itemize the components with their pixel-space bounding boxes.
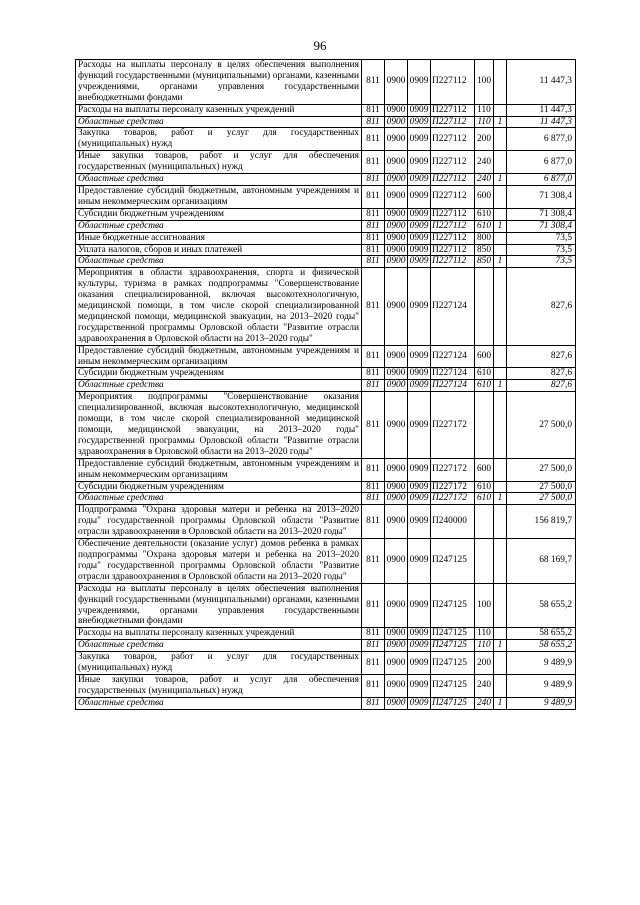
- section-code-cell: 0900: [385, 174, 408, 186]
- target-article-cell: П227172: [431, 493, 475, 505]
- funding-source-cell: [494, 244, 507, 256]
- target-article-cell: П227112: [431, 174, 475, 186]
- expense-type-cell: 610: [475, 220, 494, 232]
- funding-source-cell: [494, 208, 507, 220]
- subsection-code-cell: 0909: [408, 697, 431, 709]
- row-name-cell: Областные средства: [76, 380, 362, 392]
- amount-cell: 58 655,2: [507, 583, 576, 628]
- table-row: [76, 368, 576, 380]
- funding-source-cell: 1: [494, 116, 507, 128]
- amount-cell: 9 489,9: [507, 674, 576, 697]
- subsection-code-cell: 0909: [408, 368, 431, 380]
- row-name-cell: Областные средства: [76, 116, 362, 128]
- funding-source-cell: 1: [494, 220, 507, 232]
- target-article-cell: П227172: [431, 481, 475, 493]
- ministry-code-cell: 811: [362, 628, 385, 640]
- row-name-cell: Областные средства: [76, 174, 362, 186]
- funding-source-cell: [494, 674, 507, 697]
- subsection-code-cell: 0909: [408, 481, 431, 493]
- amount-cell: 6 877,0: [507, 128, 576, 151]
- row-name-cell: Областные средства: [76, 697, 362, 709]
- amount-cell: 73,5: [507, 244, 576, 256]
- table-body: [76, 60, 576, 710]
- section-code-cell: 0900: [385, 268, 408, 345]
- section-code-cell: 0900: [385, 220, 408, 232]
- row-name-cell: Закупка товаров, работ и услуг для государственных (муниципальных) нужд: [76, 128, 362, 151]
- expense-type-cell: 110: [475, 104, 494, 116]
- funding-source-cell: [494, 652, 507, 675]
- row-name-cell: Расходы на выплаты персоналу казенных учреждений: [76, 104, 362, 116]
- target-article-cell: П227172: [431, 458, 475, 481]
- target-article-cell: П227124: [431, 345, 475, 368]
- row-name-cell: Областные средства: [76, 256, 362, 268]
- funding-source-cell: [494, 345, 507, 368]
- funding-source-cell: [494, 185, 507, 208]
- section-code-cell: 0900: [385, 652, 408, 675]
- amount-cell: 27 500,0: [507, 481, 576, 493]
- section-code-cell: 0900: [385, 116, 408, 128]
- ministry-code-cell: 811: [362, 104, 385, 116]
- target-article-cell: П247125: [431, 628, 475, 640]
- subsection-code-cell: 0909: [408, 256, 431, 268]
- expense-type-cell: 600: [475, 185, 494, 208]
- funding-source-cell: 1: [494, 697, 507, 709]
- funding-source-cell: [494, 539, 507, 584]
- table-row: [76, 232, 576, 244]
- amount-cell: 27 500,0: [507, 493, 576, 505]
- subsection-code-cell: 0909: [408, 185, 431, 208]
- section-code-cell: 0900: [385, 151, 408, 174]
- target-article-cell: П227112: [431, 208, 475, 220]
- subsection-code-cell: 0909: [408, 458, 431, 481]
- row-name-cell: Предоставление субсидий бюджетным, автономным учреждениям и иным некоммерческим организациям: [76, 185, 362, 208]
- funding-source-cell: 1: [494, 640, 507, 652]
- table-row: [76, 392, 576, 458]
- target-article-cell: П227172: [431, 392, 475, 458]
- amount-cell: 68 169,7: [507, 539, 576, 584]
- subsection-code-cell: 0909: [408, 583, 431, 628]
- target-article-cell: П247125: [431, 697, 475, 709]
- ministry-code-cell: 811: [362, 232, 385, 244]
- ministry-code-cell: 811: [362, 174, 385, 186]
- expense-type-cell: 610: [475, 368, 494, 380]
- row-name-cell: Предоставление субсидий бюджетным, автономным учреждениям и иным некоммерческим организациям: [76, 458, 362, 481]
- expense-type-cell: 600: [475, 345, 494, 368]
- section-code-cell: 0900: [385, 493, 408, 505]
- table-row: [76, 208, 576, 220]
- row-name-cell: Обеспечение деятельности (оказание услуг) домов ребенка в рамках подпрограммы "Охрана здоровья матери и ребенка на 2013–2020 годы" государственной программы Орловской области "Развитие отрасли здравоохранения в Орловской области на 2013–2020 годы": [76, 539, 362, 584]
- row-name-cell: Мероприятия подпрограммы "Совершенствование оказания специализированной, включая высокотехнологичную, медицинской помощи, в том числе скорой специализированной медицинской помощи, медицинской эвакуации, на 2013–2020 годы" государственной программы Орловской области "Развитие отрасли здравоохранения в Орловской области на 2013–2020 годы": [76, 392, 362, 458]
- row-name-cell: Расходы на выплаты персоналу в целях обеспечения выполнения функций государственными (муниципальными) органами, казенными учреждениями, органами управления государственными внебюджетными фондами: [76, 583, 362, 628]
- ministry-code-cell: 811: [362, 697, 385, 709]
- target-article-cell: П227112: [431, 185, 475, 208]
- funding-source-cell: 1: [494, 174, 507, 186]
- expense-type-cell: 610: [475, 380, 494, 392]
- section-code-cell: 0900: [385, 128, 408, 151]
- section-code-cell: 0900: [385, 481, 408, 493]
- row-name-cell: Областные средства: [76, 640, 362, 652]
- table-row: [76, 174, 576, 186]
- table-row: [76, 244, 576, 256]
- ministry-code-cell: 811: [362, 505, 385, 539]
- target-article-cell: П227124: [431, 268, 475, 345]
- row-name-cell: Субсидии бюджетным учреждениям: [76, 481, 362, 493]
- target-article-cell: П227112: [431, 220, 475, 232]
- target-article-cell: П227112: [431, 128, 475, 151]
- table-row: [76, 104, 576, 116]
- subsection-code-cell: 0909: [408, 345, 431, 368]
- funding-source-cell: [494, 628, 507, 640]
- table-row: [76, 116, 576, 128]
- row-name-cell: Субсидии бюджетным учреждениям: [76, 208, 362, 220]
- table-row: [76, 640, 576, 652]
- table-row: [76, 493, 576, 505]
- subsection-code-cell: 0909: [408, 392, 431, 458]
- amount-cell: 827,6: [507, 368, 576, 380]
- funding-source-cell: [494, 60, 507, 105]
- row-name-cell: Расходы на выплаты персоналу в целях обеспечения выполнения функций государственными (муниципальными) органами, казенными учреждениями, органами управления государственными внебюджетными фондами: [76, 60, 362, 105]
- section-code-cell: 0900: [385, 583, 408, 628]
- ministry-code-cell: 811: [362, 220, 385, 232]
- table-row: [76, 345, 576, 368]
- row-name-cell: Иные бюджетные ассигнования: [76, 232, 362, 244]
- subsection-code-cell: 0909: [408, 220, 431, 232]
- row-name-cell: Областные средства: [76, 493, 362, 505]
- section-code-cell: 0900: [385, 697, 408, 709]
- subsection-code-cell: 0909: [408, 232, 431, 244]
- funding-source-cell: [494, 232, 507, 244]
- amount-cell: 9 489,9: [507, 697, 576, 709]
- section-code-cell: 0900: [385, 640, 408, 652]
- amount-cell: 11 447,3: [507, 60, 576, 105]
- row-name-cell: Областные средства: [76, 220, 362, 232]
- expense-type-cell: 610: [475, 208, 494, 220]
- subsection-code-cell: 0909: [408, 652, 431, 675]
- funding-source-cell: [494, 104, 507, 116]
- row-name-cell: Мероприятия в области здравоохранения, спорта и физической культуры, туризма в рамках подпрограммы "Совершенствование оказания специализированной, включая высокотехнологичную, медицинской помощи, в том числе скорой специализированной медицинской помощи, медицинской эвакуации, на 2013–2020 годы" государственной программы Орловской области "Развитие отрасли здравоохранения в Орловской области на 2013–2020 годы": [76, 268, 362, 345]
- section-code-cell: 0900: [385, 539, 408, 584]
- ministry-code-cell: 811: [362, 208, 385, 220]
- expense-type-cell: [475, 392, 494, 458]
- ministry-code-cell: 811: [362, 368, 385, 380]
- ministry-code-cell: 811: [362, 493, 385, 505]
- funding-source-cell: 1: [494, 493, 507, 505]
- subsection-code-cell: 0909: [408, 539, 431, 584]
- ministry-code-cell: 811: [362, 481, 385, 493]
- row-name-cell: Уплата налогов, сборов и иных платежей: [76, 244, 362, 256]
- ministry-code-cell: 811: [362, 256, 385, 268]
- table-row: [76, 674, 576, 697]
- expense-type-cell: 610: [475, 493, 494, 505]
- row-name-cell: Субсидии бюджетным учреждениям: [76, 368, 362, 380]
- table-row: [76, 220, 576, 232]
- ministry-code-cell: 811: [362, 380, 385, 392]
- table-row: [76, 697, 576, 709]
- amount-cell: 73,5: [507, 256, 576, 268]
- ministry-code-cell: 811: [362, 458, 385, 481]
- amount-cell: 27 500,0: [507, 458, 576, 481]
- table-row: [76, 539, 576, 584]
- section-code-cell: 0900: [385, 244, 408, 256]
- expense-type-cell: 800: [475, 232, 494, 244]
- target-article-cell: П227112: [431, 232, 475, 244]
- ministry-code-cell: 811: [362, 116, 385, 128]
- table-row: [76, 128, 576, 151]
- expense-type-cell: 240: [475, 174, 494, 186]
- section-code-cell: 0900: [385, 256, 408, 268]
- amount-cell: 6 877,0: [507, 174, 576, 186]
- expense-type-cell: 100: [475, 583, 494, 628]
- budget-table: [75, 59, 576, 710]
- page-number: 96: [313, 38, 327, 53]
- table-row: [76, 583, 576, 628]
- amount-cell: 156 819,7: [507, 505, 576, 539]
- section-code-cell: 0900: [385, 368, 408, 380]
- target-article-cell: П227112: [431, 244, 475, 256]
- section-code-cell: 0900: [385, 60, 408, 105]
- target-article-cell: П227112: [431, 60, 475, 105]
- ministry-code-cell: 811: [362, 583, 385, 628]
- amount-cell: 827,6: [507, 345, 576, 368]
- funding-source-cell: 1: [494, 256, 507, 268]
- amount-cell: 71 308,4: [507, 185, 576, 208]
- target-article-cell: П227112: [431, 104, 475, 116]
- table-row: [76, 60, 576, 105]
- amount-cell: 58 655,2: [507, 640, 576, 652]
- expense-type-cell: 240: [475, 697, 494, 709]
- funding-source-cell: [494, 368, 507, 380]
- subsection-code-cell: 0909: [408, 505, 431, 539]
- section-code-cell: 0900: [385, 458, 408, 481]
- expense-type-cell: 600: [475, 458, 494, 481]
- subsection-code-cell: 0909: [408, 268, 431, 345]
- section-code-cell: 0900: [385, 505, 408, 539]
- amount-cell: 71 308,4: [507, 208, 576, 220]
- funding-source-cell: [494, 151, 507, 174]
- table-row: [76, 268, 576, 345]
- ministry-code-cell: 811: [362, 60, 385, 105]
- ministry-code-cell: 811: [362, 640, 385, 652]
- subsection-code-cell: 0909: [408, 174, 431, 186]
- section-code-cell: 0900: [385, 232, 408, 244]
- row-name-cell: Подпрограмма "Охрана здоровья матери и ребенка на 2013–2020 годы" государственной программы Орловской области "Развитие отрасли здравоохранения в Орловской области на 2013–2020 годы": [76, 505, 362, 539]
- ministry-code-cell: 811: [362, 652, 385, 675]
- subsection-code-cell: 0909: [408, 674, 431, 697]
- expense-type-cell: 850: [475, 256, 494, 268]
- expense-type-cell: 200: [475, 652, 494, 675]
- section-code-cell: 0900: [385, 674, 408, 697]
- table-row: [76, 256, 576, 268]
- funding-source-cell: [494, 268, 507, 345]
- target-article-cell: П247125: [431, 539, 475, 584]
- table-row: [76, 380, 576, 392]
- table-row: [76, 458, 576, 481]
- ministry-code-cell: 811: [362, 128, 385, 151]
- amount-cell: 27 500,0: [507, 392, 576, 458]
- expense-type-cell: 240: [475, 674, 494, 697]
- section-code-cell: 0900: [385, 104, 408, 116]
- funding-source-cell: [494, 458, 507, 481]
- row-name-cell: Закупка товаров, работ и услуг для государственных (муниципальных) нужд: [76, 652, 362, 675]
- target-article-cell: П227112: [431, 116, 475, 128]
- target-article-cell: П247125: [431, 674, 475, 697]
- expense-type-cell: [475, 268, 494, 345]
- row-name-cell: Расходы на выплаты персоналу казенных учреждений: [76, 628, 362, 640]
- expense-type-cell: 200: [475, 128, 494, 151]
- subsection-code-cell: 0909: [408, 104, 431, 116]
- expense-type-cell: 110: [475, 116, 494, 128]
- table-row: [76, 652, 576, 675]
- amount-cell: 9 489,9: [507, 652, 576, 675]
- table-row: [76, 505, 576, 539]
- funding-source-cell: [494, 392, 507, 458]
- table-row: [76, 628, 576, 640]
- amount-cell: 73,5: [507, 232, 576, 244]
- expense-type-cell: [475, 539, 494, 584]
- subsection-code-cell: 0909: [408, 493, 431, 505]
- amount-cell: 11 447,3: [507, 116, 576, 128]
- table-row: [76, 185, 576, 208]
- subsection-code-cell: 0909: [408, 244, 431, 256]
- table-row: [76, 481, 576, 493]
- expense-type-cell: 110: [475, 628, 494, 640]
- target-article-cell: П227124: [431, 380, 475, 392]
- subsection-code-cell: 0909: [408, 60, 431, 105]
- section-code-cell: 0900: [385, 185, 408, 208]
- target-article-cell: П247125: [431, 652, 475, 675]
- funding-source-cell: [494, 128, 507, 151]
- funding-source-cell: [494, 505, 507, 539]
- expense-type-cell: 110: [475, 640, 494, 652]
- funding-source-cell: [494, 481, 507, 493]
- ministry-code-cell: 811: [362, 244, 385, 256]
- table-row: [76, 151, 576, 174]
- ministry-code-cell: 811: [362, 539, 385, 584]
- target-article-cell: П240000: [431, 505, 475, 539]
- subsection-code-cell: 0909: [408, 151, 431, 174]
- section-code-cell: 0900: [385, 345, 408, 368]
- target-article-cell: П247125: [431, 640, 475, 652]
- section-code-cell: 0900: [385, 392, 408, 458]
- amount-cell: 58 655,2: [507, 628, 576, 640]
- ministry-code-cell: 811: [362, 345, 385, 368]
- target-article-cell: П227112: [431, 256, 475, 268]
- section-code-cell: 0900: [385, 380, 408, 392]
- amount-cell: 71 308,4: [507, 220, 576, 232]
- subsection-code-cell: 0909: [408, 208, 431, 220]
- target-article-cell: П227124: [431, 368, 475, 380]
- row-name-cell: Иные закупки товаров, работ и услуг для обеспечения государственных (муниципальных) нужд: [76, 674, 362, 697]
- section-code-cell: 0900: [385, 628, 408, 640]
- expense-type-cell: 610: [475, 481, 494, 493]
- ministry-code-cell: 811: [362, 674, 385, 697]
- section-code-cell: 0900: [385, 208, 408, 220]
- row-name-cell: Иные закупки товаров, работ и услуг для обеспечения государственных (муниципальных) нужд: [76, 151, 362, 174]
- funding-source-cell: [494, 583, 507, 628]
- subsection-code-cell: 0909: [408, 640, 431, 652]
- row-name-cell: Предоставление субсидий бюджетным, автономным учреждениям и иным некоммерческим организациям: [76, 345, 362, 368]
- subsection-code-cell: 0909: [408, 128, 431, 151]
- ministry-code-cell: 811: [362, 185, 385, 208]
- subsection-code-cell: 0909: [408, 116, 431, 128]
- expense-type-cell: 100: [475, 60, 494, 105]
- target-article-cell: П227112: [431, 151, 475, 174]
- ministry-code-cell: 811: [362, 392, 385, 458]
- amount-cell: 827,6: [507, 268, 576, 345]
- subsection-code-cell: 0909: [408, 380, 431, 392]
- amount-cell: 11 447,3: [507, 104, 576, 116]
- amount-cell: 6 877,0: [507, 151, 576, 174]
- amount-cell: 827,6: [507, 380, 576, 392]
- expense-type-cell: 240: [475, 151, 494, 174]
- target-article-cell: П247125: [431, 583, 475, 628]
- ministry-code-cell: 811: [362, 151, 385, 174]
- funding-source-cell: 1: [494, 380, 507, 392]
- expense-type-cell: [475, 505, 494, 539]
- expense-type-cell: 850: [475, 244, 494, 256]
- ministry-code-cell: 811: [362, 268, 385, 345]
- subsection-code-cell: 0909: [408, 628, 431, 640]
